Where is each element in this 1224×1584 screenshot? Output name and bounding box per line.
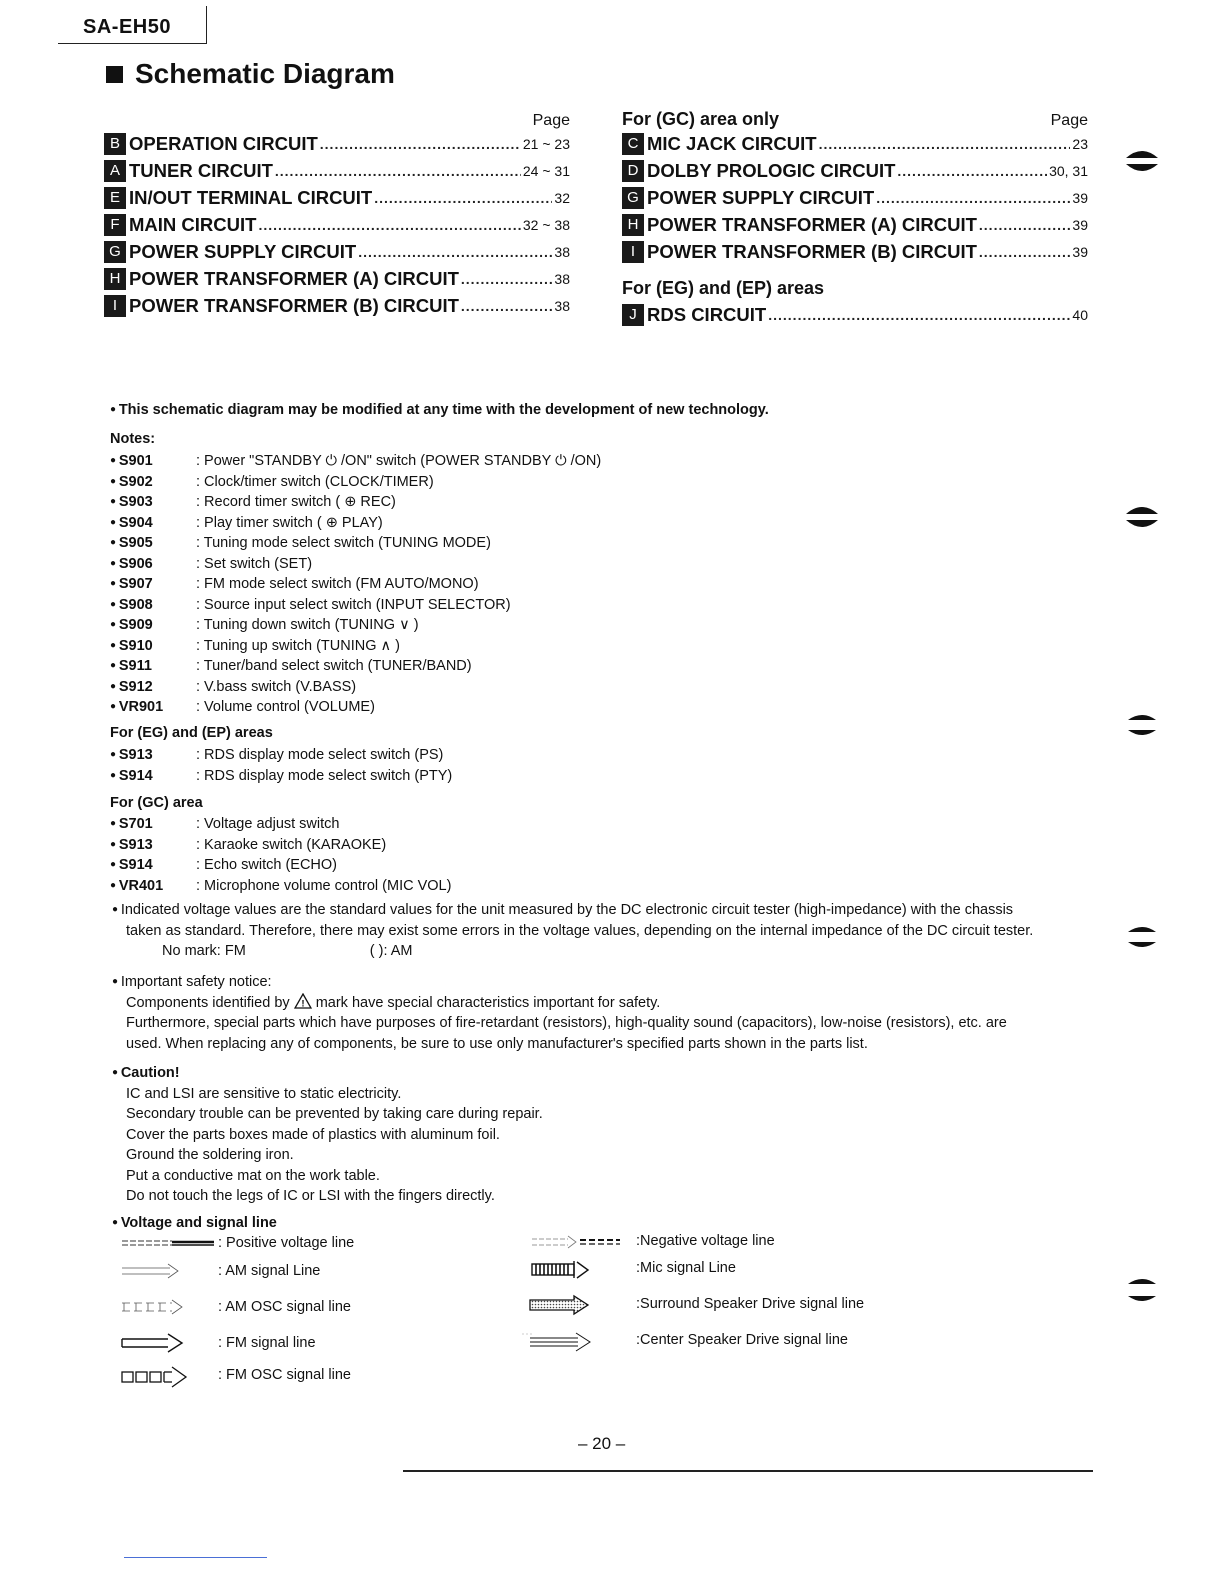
caution [112,1063,912,1207]
circuit-page: 32 ~ 38 [522,216,570,233]
switch-code: ● S903 [110,494,196,510]
leader-dots [461,298,553,314]
legend-fm-osc-signal: : FM OSC signal line [218,1367,351,1383]
model-underline [58,43,206,44]
circuit-letter-badge: E [104,187,126,209]
note-item [110,492,601,513]
negative-voltage-line-icon [530,1234,622,1250]
model-name: SA-EH50 [83,16,171,38]
modified-notice: ● This schematic diagram may be modified at any time with the development of new technology. [110,400,769,421]
circuit-letter-badge: A [104,160,126,182]
switch-code: ● S909 [110,617,196,633]
toc-item [104,157,570,184]
toc-right-page-header: Page [1050,112,1088,129]
circuit-name: RDS CIRCUIT [647,303,767,325]
switch-code: ● S907 [110,576,196,592]
voltage-note [112,900,1112,962]
toc-item [104,130,570,157]
leader-dots [819,136,1071,152]
caution-line: Do not touch the legs of IC or LSI with the fingers directly. [126,1188,495,1204]
circuit-name: POWER TRANSFORMER (A) CIRCUIT [129,267,459,289]
caution-line: Put a conductive mat on the work table. [126,1167,380,1184]
circuit-name: POWER TRANSFORMER (B) CIRCUIT [647,240,977,262]
legend-am-signal: : AM signal Line [218,1263,321,1279]
circuit-name: MIC JACK CIRCUIT [647,132,817,154]
leader-dots [320,136,521,152]
circuit-name: POWER SUPPLY CIRCUIT [647,186,875,208]
switch-code: ● S913 [110,747,196,763]
toc-item [622,130,1088,157]
center-speaker-line-icon [520,1330,596,1354]
circuit-page: 39 [1072,216,1088,233]
page-number: – 20 – [578,1434,626,1453]
safety-line1-b: mark have special characteristics important for safety. [315,994,661,1011]
note-item [110,835,451,856]
switch-description: : FM mode select switch (FM AUTO/MONO) [196,576,479,593]
safety-line3: used. When replacing any of components, be sure to use only manufacturer's specified parts shown in the parts list. [126,1035,868,1052]
switch-code: ● S910 [110,638,196,654]
voltage-no-mark: No mark: FM [162,943,246,959]
warning-triangle-icon [294,993,312,1009]
leader-dots [275,163,521,179]
switch-description: : Tuning mode select switch (TUNING MODE) [196,535,491,552]
switch-code: ● S902 [110,474,196,490]
leader-dots [374,190,552,206]
switch-description: : Tuning down switch (TUNING ∨ ) [196,617,419,634]
note-item [110,814,451,835]
switch-code: ● S905 [110,535,196,551]
circuit-page: 39 [1072,243,1088,260]
toc-item [104,211,570,238]
voltage-note-line2: taken as standard. Therefore, there may exist some errors in the voltage values, depending on the internal impedance of the DC circuit tester. [126,922,1034,939]
switch-description: : Tuner/band select switch (TUNER/BAND) [196,658,472,675]
circuit-letter-badge: I [622,241,644,263]
note-item [110,855,451,876]
leader-dots [979,244,1071,260]
page-title-text: Schematic Diagram [135,58,395,89]
note-item [110,451,601,472]
toc-item [622,238,1088,265]
voltage-note-line1: ● Indicated voltage values are the standard values for the unit measured by the DC electronic circuit tester (high-impedance) with the chassis [112,900,1112,921]
caution-line: Secondary trouble can be prevented by taking care during repair. [126,1106,543,1122]
note-item [110,766,452,787]
safety-line1-a: Components identified by [126,994,290,1011]
legend-fm-signal: : FM signal line [218,1335,316,1351]
note-item [110,554,601,575]
safety-head: ● Important safety notice: [112,972,1112,993]
switch-description: : Power "STANDBY ⏻ /ON" switch (POWER STANDBY ⏻ /ON) [196,453,602,470]
circuit-name: POWER SUPPLY CIRCUIT [129,240,357,262]
switch-description: : Tuning up switch (TUNING ∧ ) [196,637,400,654]
toc-right-area2-header: For (EG) and (EP) areas [622,278,825,298]
leader-dots [768,307,1070,323]
eg-ep-notes-list [110,745,452,786]
gc-label: For (GC) area [110,795,203,811]
caution-line: IC and LSI are sensitive to static electricity. [126,1085,402,1102]
note-item [110,472,601,493]
switch-code: ● S906 [110,556,196,572]
legend-am-osc-signal: : AM OSC signal line [218,1299,351,1315]
circuit-page: 24 ~ 31 [522,162,570,179]
fm-osc-signal-line-icon [120,1366,190,1388]
circuit-page: 38 [554,243,570,260]
notes-list [110,451,601,718]
svg-text:!: ! [301,998,305,1008]
circuit-page: 23 [1072,135,1088,152]
footer-blue-line [124,1557,267,1558]
binding-mark-icon [1124,502,1160,530]
circuit-name: MAIN CIRCUIT [129,213,257,235]
switch-description: : RDS display mode select switch (PTY) [196,767,453,784]
switch-code: ● S908 [110,597,196,613]
notes-label: Notes: [110,431,156,447]
fm-signal-line-icon [120,1332,186,1354]
switch-code: ● S911 [110,658,196,674]
circuit-name: POWER TRANSFORMER (B) CIRCUIT [129,294,459,316]
switch-description: : RDS display mode select switch (PS) [196,747,444,764]
circuit-name: DOLBY PROLOGIC CIRCUIT [647,159,896,181]
toc-item [104,265,570,292]
legend-positive-voltage: : Positive voltage line [218,1235,355,1251]
circuit-letter-badge: G [622,187,644,209]
toc-item [622,211,1088,238]
note-item [110,745,452,766]
model-divider [206,6,207,44]
circuit-name: OPERATION CIRCUIT [129,132,318,154]
circuit-letter-badge: J [622,304,644,326]
switch-description: : Karaoke switch (KARAOKE) [196,836,387,853]
leader-dots [979,217,1071,233]
legend-negative-voltage: :Negative voltage line [636,1233,775,1249]
caution-head: ● Caution! [112,1063,912,1084]
toc-left-page-header: Page [532,112,570,129]
legend-head: ● Voltage and signal line [112,1213,277,1234]
switch-description: : Play timer switch ( ⊕ PLAY) [196,514,383,531]
note-item [110,636,601,657]
title-square-icon [106,66,123,83]
mic-signal-line-icon [530,1260,594,1280]
binding-mark-icon [1124,146,1160,174]
binding-mark-icon [1124,1274,1160,1302]
circuit-letter-badge: B [104,133,126,155]
switch-description: : Voltage adjust switch [196,816,340,833]
legend-center-speaker: :Center Speaker Drive signal line [636,1332,848,1348]
leader-dots [461,271,553,287]
switch-description: : Record timer switch ( ⊕ REC) [196,494,396,511]
am-signal-line-icon [120,1262,182,1280]
circuit-name: TUNER CIRCUIT [129,159,273,181]
switch-description: : Volume control (VOLUME) [196,699,375,716]
toc-left [104,104,570,319]
circuit-page: 40 [1072,306,1088,323]
positive-voltage-line-icon [120,1236,216,1250]
caution-line: Ground the soldering iron. [126,1147,294,1163]
gc-notes-list [110,814,451,896]
circuit-letter-badge: D [622,160,644,182]
circuit-page: 30, 31 [1049,162,1088,179]
toc-item [104,292,570,319]
toc-item [622,301,1088,328]
caution-line: Cover the parts boxes made of plastics with aluminum foil. [126,1126,500,1143]
circuit-letter-badge: H [104,268,126,290]
note-item [110,677,601,698]
page-title [106,58,395,90]
switch-code: ● VR901 [110,699,196,715]
switch-code: ● S901 [110,453,196,469]
voltage-paren: ( ): AM [369,943,413,959]
note-item [110,697,601,718]
am-osc-signal-line-icon [120,1298,186,1316]
note-item [110,595,601,616]
switch-description: : V.bass switch (V.BASS) [196,678,357,695]
surround-speaker-line-icon [528,1294,592,1316]
circuit-name: POWER TRANSFORMER (A) CIRCUIT [647,213,977,235]
leader-dots [258,217,520,233]
toc-item [622,184,1088,211]
toc-right [622,104,1088,328]
switch-code: ● VR401 [110,878,196,894]
switch-code: ● S701 [110,816,196,832]
note-item [110,533,601,554]
switch-code: ● S914 [110,768,196,784]
toc-right-area-header: For (GC) area only [622,109,780,129]
circuit-letter-badge: H [622,214,644,236]
switch-description: : Clock/timer switch (CLOCK/TIMER) [196,473,434,490]
circuit-page: 39 [1072,189,1088,206]
switch-code: ● S904 [110,515,196,531]
circuit-letter-badge: C [622,133,644,155]
leader-dots [897,163,1047,179]
circuit-name: IN/OUT TERMINAL CIRCUIT [129,186,373,208]
leader-dots [358,244,552,260]
legend-mic-signal: :Mic signal Line [636,1260,736,1276]
switch-code: ● S913 [110,837,196,853]
note-item [110,876,451,897]
binding-mark-icon [1124,708,1160,736]
switch-code: ● S912 [110,679,196,695]
toc-item [104,238,570,265]
note-item [110,574,601,595]
circuit-letter-badge: F [104,214,126,236]
note-item [110,513,601,534]
switch-description: : Echo switch (ECHO) [196,857,337,874]
toc-item [622,157,1088,184]
circuit-page: 32 [554,189,570,206]
circuit-page: 38 [554,297,570,314]
toc-item [104,184,570,211]
circuit-letter-badge: G [104,241,126,263]
switch-description: : Set switch (SET) [196,555,313,572]
safety-notice [112,972,1112,1054]
switch-description: : Microphone volume control (MIC VOL) [196,877,452,894]
binding-mark-icon [1124,920,1160,948]
switch-code: ● S914 [110,857,196,873]
note-item [110,615,601,636]
legend-surround-speaker: :Surround Speaker Drive signal line [636,1296,865,1312]
safety-line2: Furthermore, special parts which have purposes of fire-retardant (resistors), high-quality sound (capacitors), low-noise (resistors), etc. are [126,1015,1007,1031]
note-item [110,656,601,677]
leader-dots [876,190,1070,206]
circuit-page: 38 [554,270,570,287]
circuit-page: 21 ~ 23 [522,135,570,152]
eg-ep-label: For (EG) and (EP) areas [110,725,273,741]
circuit-letter-badge: I [104,295,126,317]
bottom-rule [403,1470,1093,1472]
switch-description: : Source input select switch (INPUT SELECTOR) [196,596,511,613]
